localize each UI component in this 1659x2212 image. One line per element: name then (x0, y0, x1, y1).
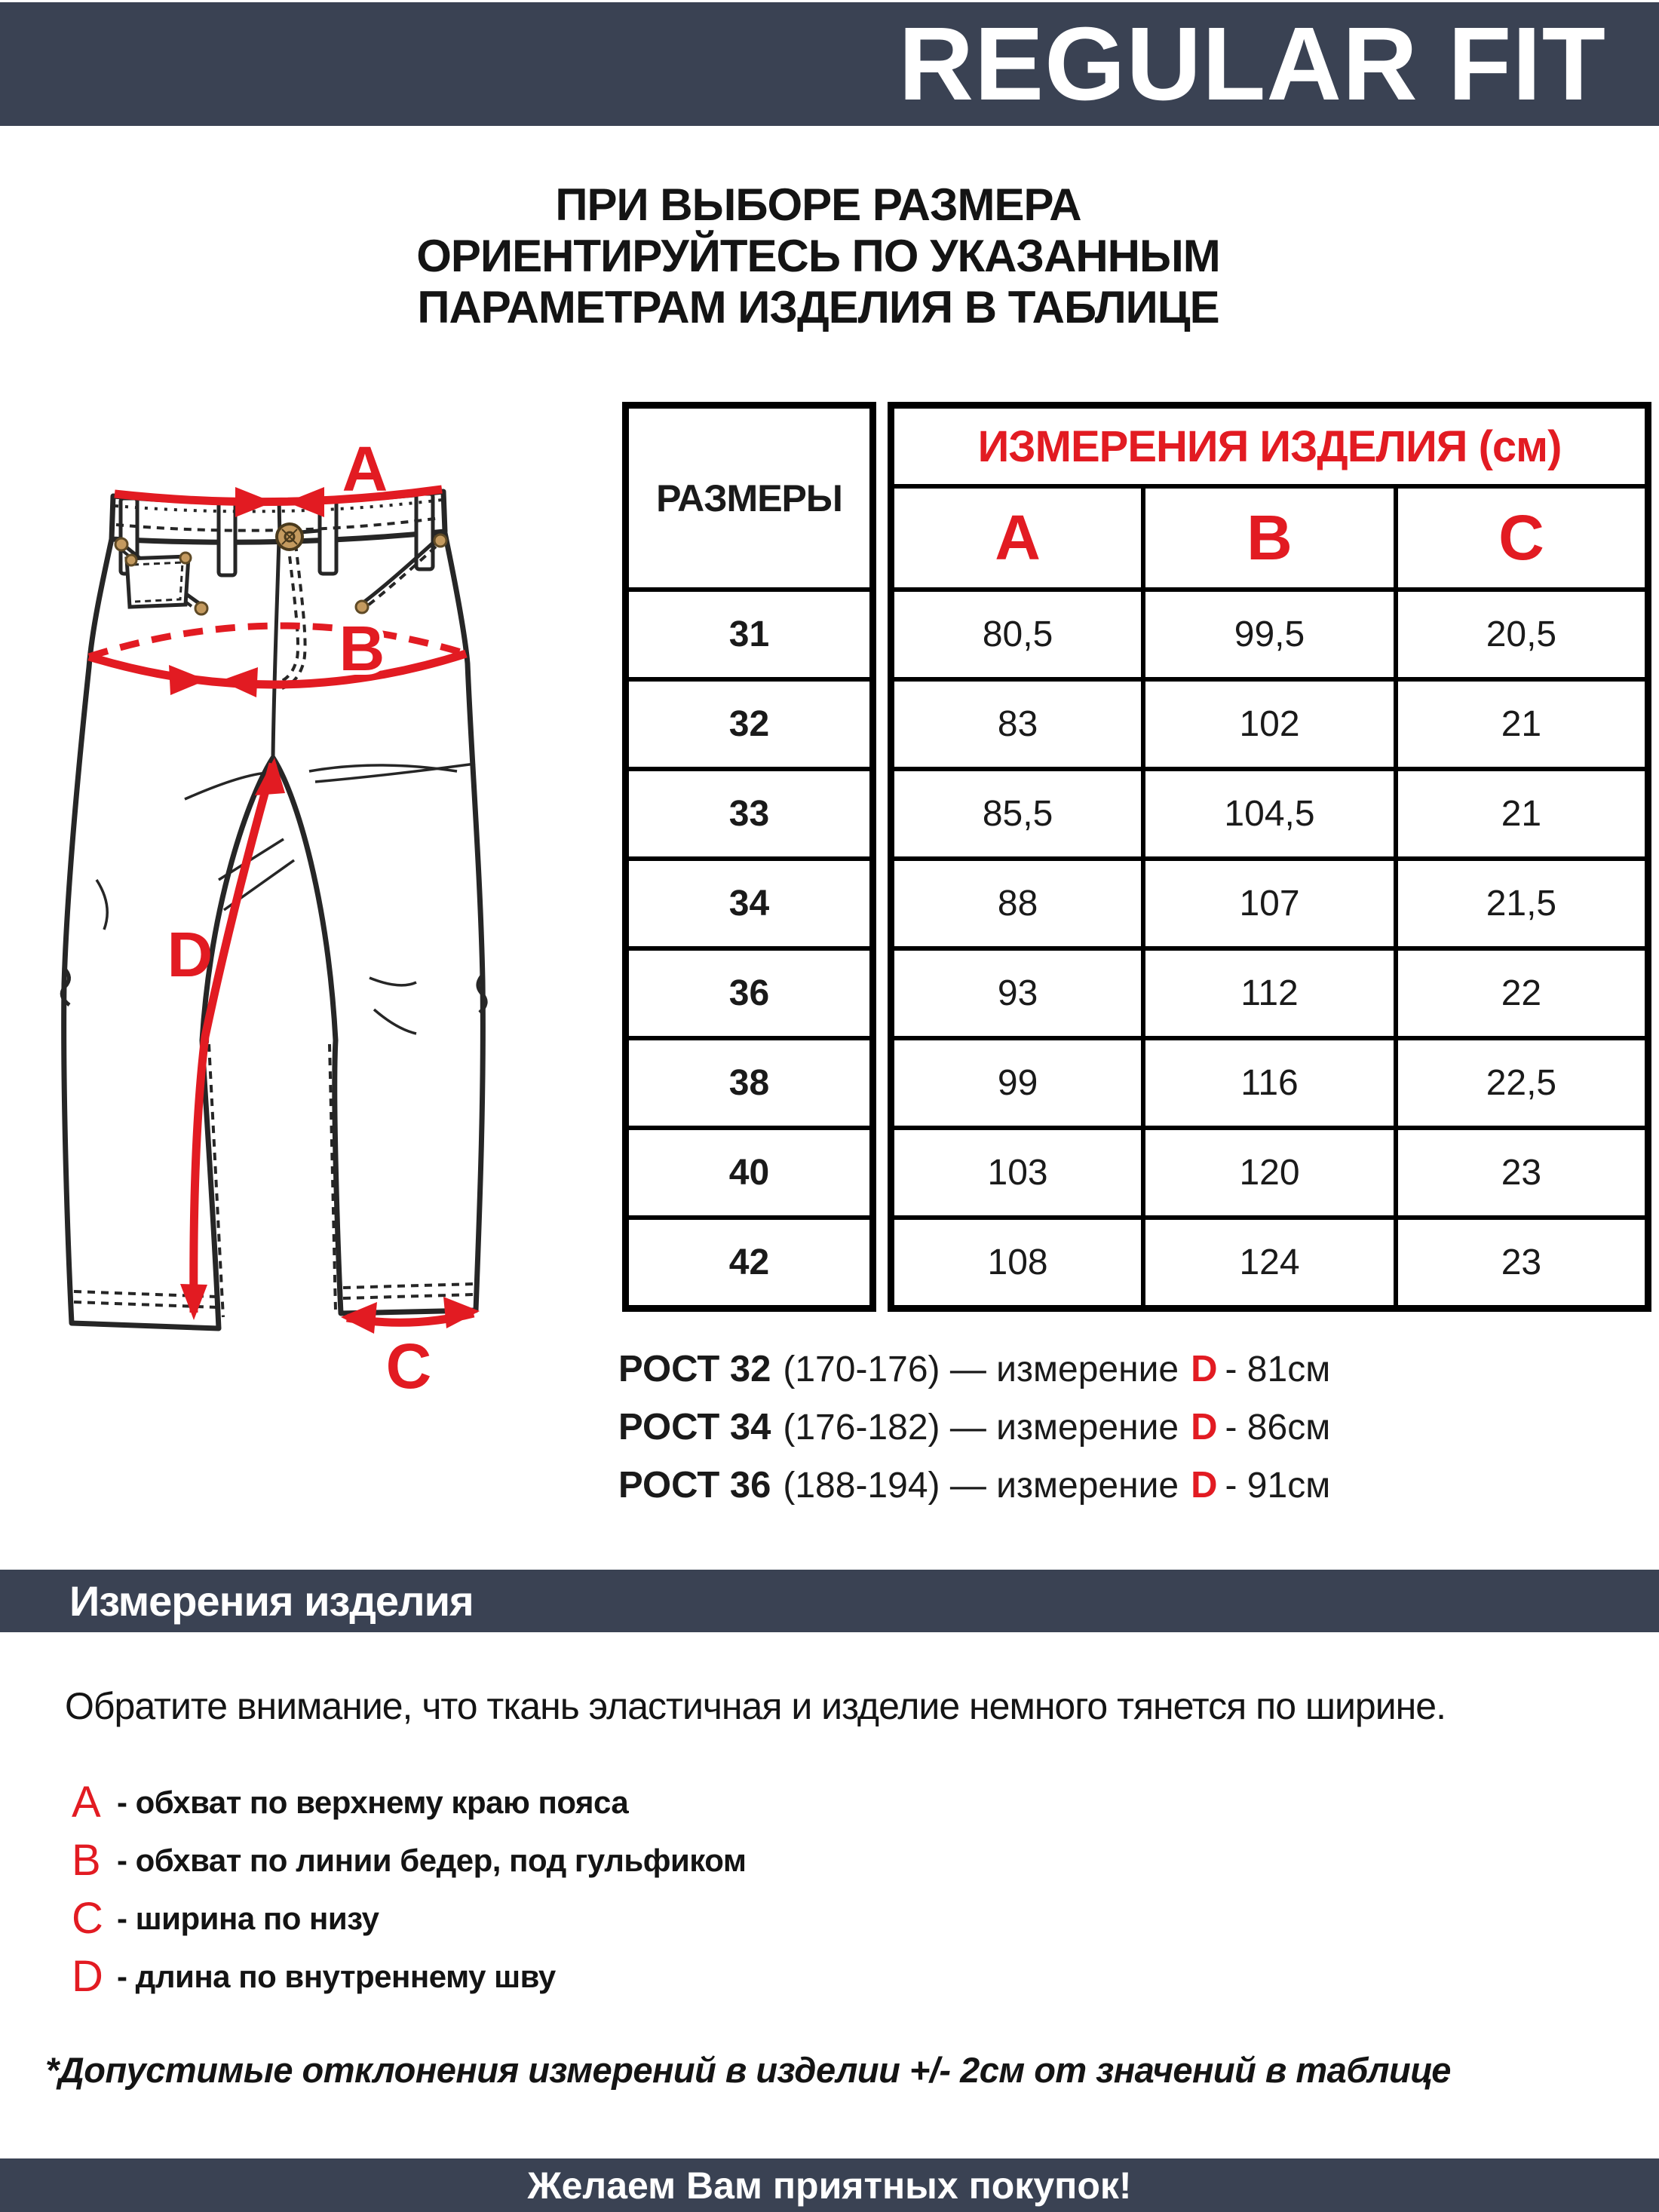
height-range: (176-182) — измерение (783, 1408, 1179, 1448)
table-row (891, 1038, 1648, 1128)
height-value: - 81см (1225, 1350, 1331, 1389)
section-bar (0, 1570, 1659, 1632)
legend-text: - обхват по линии бедер, под гульфиком (117, 1842, 747, 1878)
measure-letter-d: D (1191, 1465, 1218, 1506)
table-row (626, 1128, 873, 1218)
measurements-header: ИЗМЕРЕНИЯ ИЗДЕЛИЯ (см) (891, 406, 1648, 487)
measurement-label-b: B (339, 613, 385, 684)
height-value: - 86см (1225, 1408, 1331, 1448)
measure-letter-d: D (1191, 1349, 1218, 1389)
section-title: Измерения изделия (69, 1577, 474, 1625)
measurement-label-a: A (342, 434, 388, 504)
value-cell: 116 (1143, 1038, 1396, 1128)
value-cell: 120 (1143, 1128, 1396, 1218)
legend-item-b (72, 1831, 746, 1889)
value-cell: 93 (891, 948, 1144, 1038)
table-row (891, 590, 1648, 679)
value-cell: 21,5 (1396, 859, 1648, 948)
jeans-outline (64, 492, 483, 1328)
value-cell: 108 (891, 1218, 1144, 1309)
value-cell: 85,5 (891, 769, 1144, 859)
height-note-34 (618, 1399, 1330, 1457)
intro-heading (0, 179, 1636, 333)
jeans-diagram (30, 418, 588, 1519)
jeans-button (277, 524, 302, 550)
value-cell: 99,5 (1143, 590, 1396, 679)
height-range: (188-194) — измерение (783, 1466, 1179, 1506)
size-cell: 40 (626, 1128, 873, 1218)
elasticity-note: Обратите внимание, что ткань эластичная и изделие немного тянется по ширине. (65, 1685, 1446, 1727)
size-tables (622, 402, 1651, 1312)
measurement-legend (72, 1773, 746, 2005)
height-range: (170-176) — измерение (783, 1350, 1179, 1389)
fit-title: REGULAR FIT (898, 5, 1606, 122)
value-cell: 23 (1396, 1128, 1648, 1218)
value-cell: 103 (891, 1128, 1144, 1218)
table-row (626, 948, 873, 1038)
column-a: A (891, 486, 1144, 590)
column-c: C (1396, 486, 1648, 590)
size-cell: 36 (626, 948, 873, 1038)
legend-item-a (72, 1773, 746, 1831)
size-cell: 32 (626, 679, 873, 769)
value-cell: 83 (891, 679, 1144, 769)
top-bar (0, 2, 1659, 126)
table-row (626, 859, 873, 948)
size-cell: 42 (626, 1218, 873, 1309)
size-cell: 33 (626, 769, 873, 859)
table-row (626, 590, 873, 679)
legend-item-c (72, 1889, 746, 1947)
sizes-header: РАЗМЕРЫ (626, 406, 873, 590)
measure-letter-d: D (1191, 1407, 1218, 1448)
table-row (891, 679, 1648, 769)
column-letters-row (891, 486, 1648, 590)
table-row (891, 948, 1648, 1038)
table-row (626, 1038, 873, 1128)
measurement-label-d: D (167, 919, 213, 990)
value-cell: 22 (1396, 948, 1648, 1038)
value-cell: 107 (1143, 859, 1396, 948)
table-row (626, 1218, 873, 1309)
table-row (891, 1218, 1648, 1309)
footer-bar (0, 2158, 1659, 2212)
table-row (891, 859, 1648, 948)
height-value: - 91см (1225, 1466, 1331, 1506)
table-row (891, 769, 1648, 859)
legend-item-d (72, 1947, 746, 2005)
tolerance-disclaimer: *Допустимые отклонения измерений в изделии +/- 2см от значений в таблице (45, 2050, 1451, 2090)
height-label: РОСТ 34 (618, 1407, 771, 1448)
column-b: B (1143, 486, 1396, 590)
height-notes (618, 1340, 1330, 1515)
value-cell: 21 (1396, 769, 1648, 859)
measurements-table (888, 402, 1651, 1312)
size-cell: 31 (626, 590, 873, 679)
height-label: РОСТ 36 (618, 1465, 771, 1506)
value-cell: 112 (1143, 948, 1396, 1038)
value-cell: 20,5 (1396, 590, 1648, 679)
legend-text: - ширина по низу (117, 1900, 379, 1936)
table-row (626, 679, 873, 769)
legend-text: - длина по внутреннему шву (117, 1958, 556, 1994)
height-label: РОСТ 32 (618, 1349, 771, 1389)
value-cell: 99 (891, 1038, 1144, 1128)
size-cell: 34 (626, 859, 873, 948)
value-cell: 22,5 (1396, 1038, 1648, 1128)
value-cell: 104,5 (1143, 769, 1396, 859)
table-row (891, 1128, 1648, 1218)
measurement-label-c: C (385, 1331, 432, 1402)
height-note-32 (618, 1340, 1330, 1399)
sizes-table (622, 402, 876, 1312)
value-cell: 88 (891, 859, 1144, 948)
table-row (626, 769, 873, 859)
footer-text: Желаем Вам приятных покупок! (527, 2164, 1132, 2207)
value-cell: 23 (1396, 1218, 1648, 1309)
legend-letter: A (72, 1778, 101, 1827)
legend-letter: D (72, 1952, 103, 2001)
legend-letter: B (72, 1836, 101, 1885)
size-cell: 38 (626, 1038, 873, 1128)
intro-line-1: ПРИ ВЫБОРЕ РАЗМЕРА (555, 179, 1081, 230)
height-note-36 (618, 1457, 1330, 1515)
intro-line-3: ПАРАМЕТРАМ ИЗДЕЛИЯ В ТАБЛИЦЕ (417, 282, 1219, 332)
legend-text: - обхват по верхнему краю пояса (117, 1784, 629, 1820)
value-cell: 80,5 (891, 590, 1144, 679)
value-cell: 21 (1396, 679, 1648, 769)
legend-letter: C (72, 1894, 103, 1943)
value-cell: 124 (1143, 1218, 1396, 1309)
value-cell: 102 (1143, 679, 1396, 769)
intro-line-2: ОРИЕНТИРУЙТЕСЬ ПО УКАЗАННЫМ (416, 231, 1220, 281)
